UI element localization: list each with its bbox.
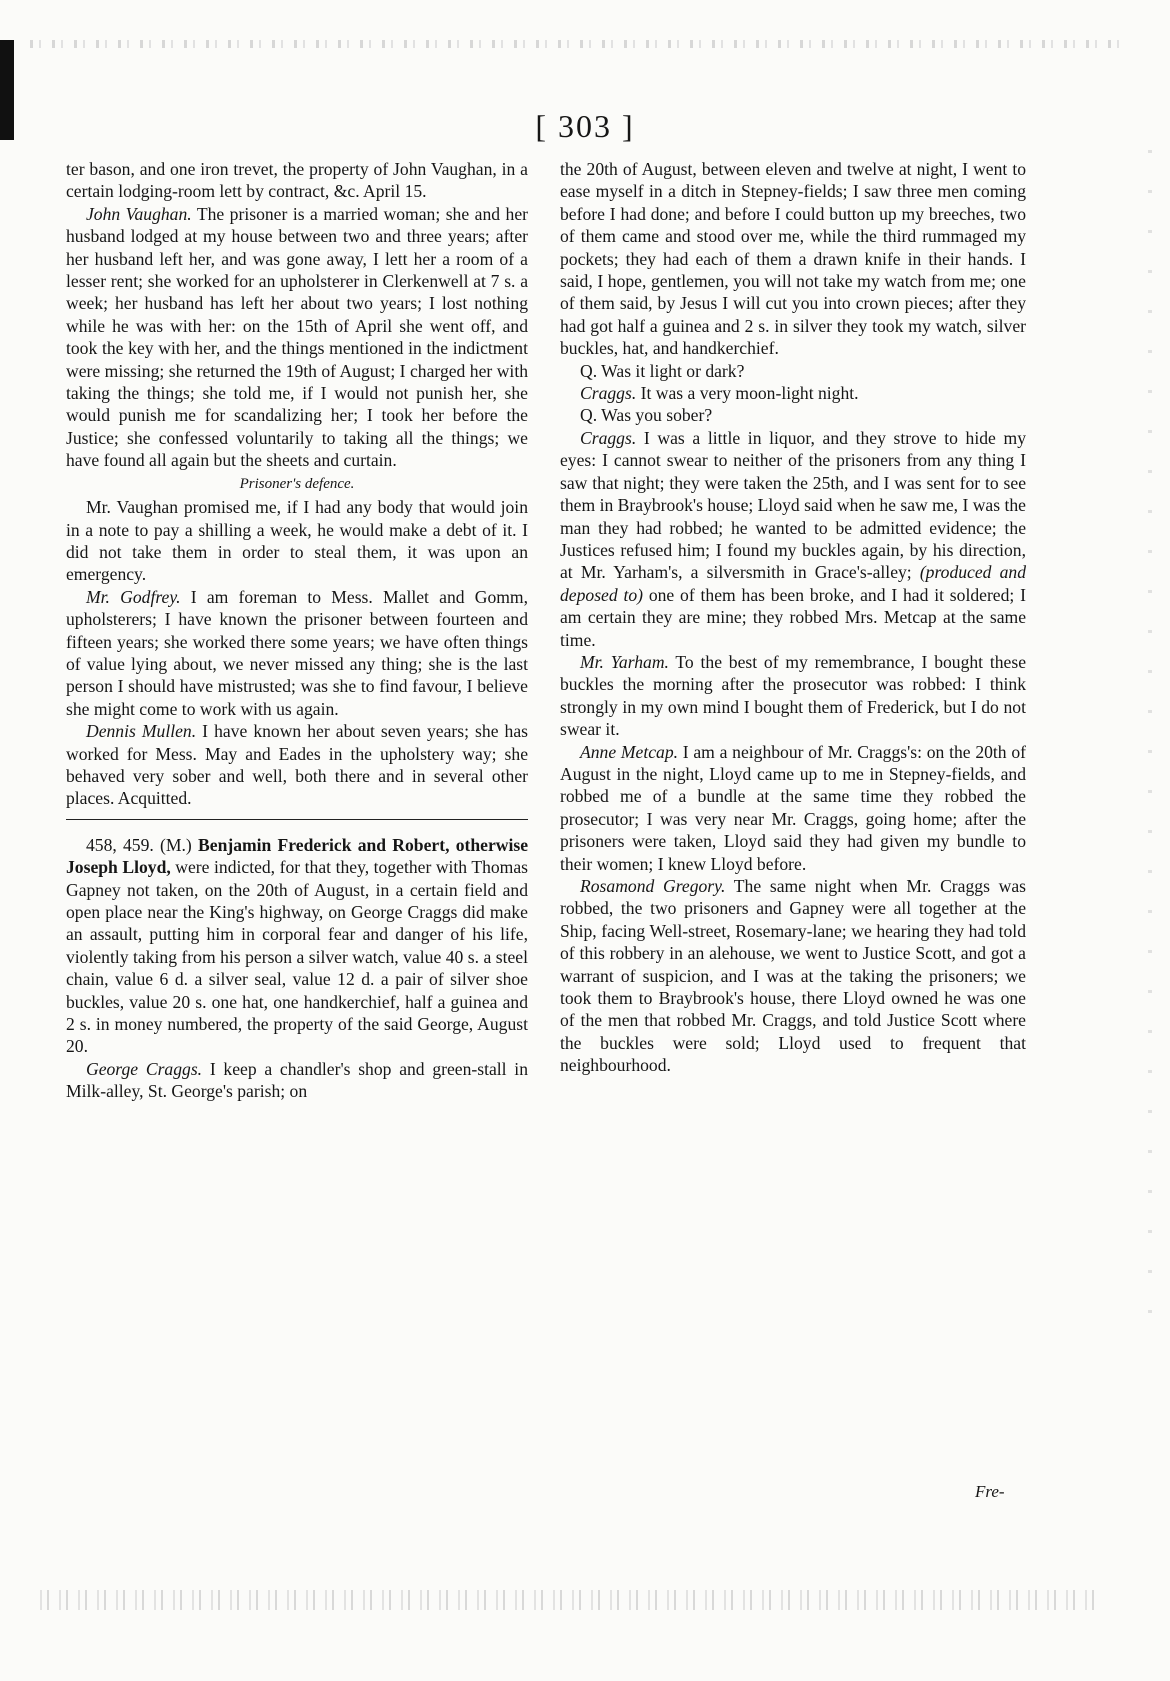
speaker-name: Rosamond Gregory. xyxy=(580,876,726,896)
page-number: [ 303 ] xyxy=(535,108,635,144)
scan-noise-right xyxy=(1148,150,1152,1350)
speaker-name: John Vaughan. xyxy=(86,203,192,224)
left-paragraph-mullen: Dennis Mullen. I have known her about seven years; she has worked for Mess. May and Eades in the upholstery way; she behaved very sober and well, both there and in several other places. Acquitted. xyxy=(66,721,528,809)
speaker-name: Craggs. xyxy=(580,383,637,404)
catchword: Fre- xyxy=(975,1482,1005,1501)
scan-noise-bottom xyxy=(40,1590,1100,1610)
question-1: Q. Was it light or dark? xyxy=(580,360,745,381)
case-number: 458, 459. (M.) xyxy=(86,834,192,855)
left-paragraph-indictment: 458, 459. (M.) Benjamin Frederick and Robert, otherwise Joseph Lloyd, were indicted, for that they, together with Thomas Gapney not taken, on the 20th of August, in a certain field and open place near the King's highway, on George Craggs did make an assault, putting him in corporal fear and danger of his life, violently taking from his person a silver watch, value 40 s. a steel chain, value 6 d. a silver seal, value 12 d. a pair of silver shoe buckles, value 20 s. one hat, one handkerchief, half a guinea and 2 s. in money numbered, the property of the said George, August 20. xyxy=(66,834,529,1057)
left-paragraph-1: ter bason, and one iron trevet, the property of John Vaughan, in a certain lodging-room lett by contract, &c. April 15. xyxy=(66,159,528,202)
question-2: Q. Was you sober? xyxy=(580,405,713,426)
left-paragraph-defence: Mr. Vaughan promised me, if I had any body that would join in a note to pay a shilling a week, he would make a debt of it. I did not take them in order to steal them, it was upon an emergency. xyxy=(66,497,528,585)
left-paragraph-vaughan: John Vaughan. The prisoner is a married woman; she and her husband lodged at my house between two and three years; after her husband left her, and was gone away, I lett her a room of a lesser rent; she worked for an upholsterer in Clerkenwell at 7 s. a week; her husband has left her about two years; I lost nothing while he was with her: on the 15th of April she went off, and took the key with her, and the things mentioned in the indictment were missing; she returned the 19th of August; I charged her with taking the things; she told me, if I would not punish her, she would punish me for scandalizing her; I took her before the Justice; she confessed voluntarily to taking all the things; we have found all again but the sheets and curtain. xyxy=(66,203,528,471)
right-paragraph-gregory: Rosamond Gregory. The same night when Mr. Craggs was robbed, the two prisoners and Gapney were all together at the Ship, facing Well-street, Rosemary-lane; we hearing they had told of this robbery in an alehouse, we went to Justice Scott, and got a warrant of suspicion, and I was at the taking the prisoners; we took them to Braybrook's house, there Lloyd owned he was one of the men that robbed Mr. Craggs, and told Justice Scott where the buckles were sold; Lloyd used to frequent that neighbourhood. xyxy=(560,876,1026,1076)
answer-1: Craggs. It was a very moon-light night. xyxy=(580,383,859,404)
defendant-names: Benjamin Frederick and Robert, otherwise Joseph Lloyd, xyxy=(66,834,528,878)
left-paragraph-godfrey: Mr. Godfrey. I am foreman to Mess. Mallet and Gomm, upholsterers; I have known the prisoner between fourteen and fifteen years; she worked there some years; we have often things of value lying about, we never missed any thing; she is the last person I should have mistrusted; was she to find favour, I believe she might come to work with us again. xyxy=(66,586,529,719)
speaker-name: Mr. Godfrey. xyxy=(86,586,181,607)
right-paragraph-1: the 20th of August, between eleven and twelve at night, I went to ease myself in a ditch in Stepney-fields; I saw three men coming before I had done; and before I could button up my breeches, two of them came and stood over me, while the third rummaged my pockets; they had each of them a drawn knife in their hands. I said, I hope, gentlemen, you will not take my watch from me; one of them said, by Jesus I will cut you into crown pieces; after they had got half a guinea and 2 s. in silver they took my watch, silver buckles, hat, and handkerchief. xyxy=(560,159,1026,359)
speaker-name: Dennis Mullen. xyxy=(86,721,197,742)
defence-heading: Prisoner's defence. xyxy=(239,475,355,492)
left-column xyxy=(66,158,528,1103)
section-divider xyxy=(66,819,528,820)
left-paragraph-craggs: George Craggs. I keep a chandler's shop and green-stall in Milk-alley, St. George's parish; on xyxy=(66,1058,528,1102)
scan-noise-top xyxy=(30,40,1130,48)
exhibit-note: (produced and deposed to) xyxy=(560,562,1026,605)
speaker-name: George Craggs. xyxy=(86,1058,203,1079)
right-column xyxy=(560,158,1026,1077)
speaker-name: Craggs. xyxy=(580,427,637,448)
right-paragraph-yarham: Mr. Yarham. To the best of my remembrance, I bought these buckles the morning after the prosecutor was robbed: I think strongly in my own mind I bought them of Frederick, but I do not swear it. xyxy=(560,651,1026,740)
right-paragraph-metcap: Anne Metcap. I am a neighbour of Mr. Craggs's: on the 20th of August in the night, Lloyd came up to me in Stepney-fields, and robbed me of a bundle at the same time they robbed the prosecutor; I was very near Mr. Craggs, going home; after the prisoners were taken, Lloyd said they had given my bundle to their women; I knew Lloyd before. xyxy=(560,741,1026,874)
speaker-name: Anne Metcap. xyxy=(580,741,679,762)
answer-2: Craggs. I was a little in liquor, and they strove to hide my eyes: I cannot swear to neither of the prisoners from any thing I saw that night; they were taken the 25th, and I was sent for to see them in Braybrook's house; Lloyd said when he saw me, I was the man they had robbed; he wanted to be admitted evidence; the Justices refused him; I found my buckles again, by his direction, at Mr. Yarham's, a silversmith in Grace's-alley; (produced and deposed to) one of them has been broke, and I had it soldered; I am certain they are mine; they robbed Mrs. Metcap at the same time. xyxy=(560,427,1026,650)
speaker-name: Mr. Yarham. xyxy=(580,651,669,672)
